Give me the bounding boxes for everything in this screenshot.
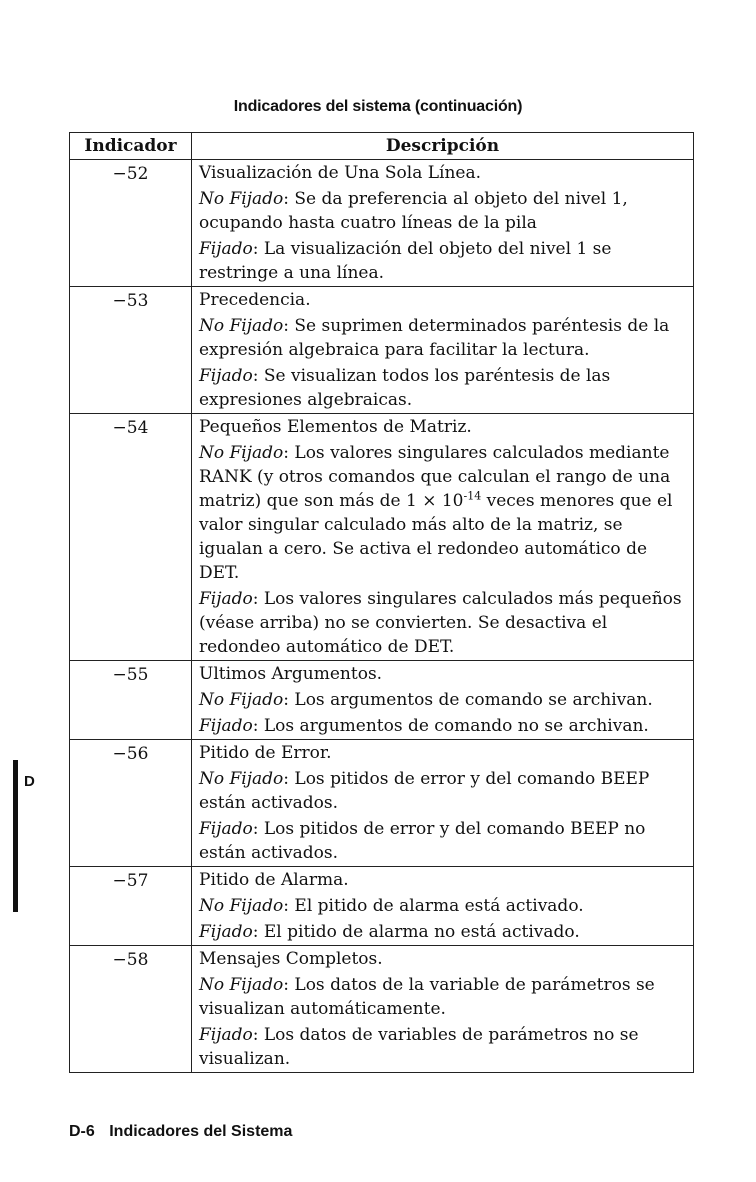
table-row xyxy=(70,946,694,1073)
table-row xyxy=(70,740,694,867)
column-header-indicador: Indicador xyxy=(70,133,192,160)
set-description xyxy=(199,817,687,865)
column-header-descripcion: Descripción xyxy=(192,133,694,160)
description-text: : Los pitidos de error y del comando BEEP no están activados. xyxy=(199,819,646,863)
table-row xyxy=(70,414,694,661)
label-fijado: Fijado xyxy=(199,366,253,386)
flag-description xyxy=(192,287,694,414)
flag-number: −58 xyxy=(70,946,192,1073)
flag-description xyxy=(192,414,694,661)
footer-page-number: D-6 xyxy=(69,1123,95,1140)
set-description xyxy=(199,1023,687,1071)
description-text-continued: veces menores que el valor singular calculado más alto de la matriz, se igualan a cero. Se activa el redondeo automático de DET. xyxy=(199,491,673,583)
set-description xyxy=(199,587,687,659)
flag-description xyxy=(192,740,694,867)
set-description xyxy=(199,364,687,412)
description-text: : La visualización del objeto del nivel 1 se restringe a una línea. xyxy=(199,239,612,283)
description-text: : Se visualizan todos los paréntesis de las expresiones algebraicas. xyxy=(199,366,611,410)
table-row xyxy=(70,287,694,414)
flag-number: −52 xyxy=(70,160,192,287)
page-footer xyxy=(69,1123,292,1141)
set-description xyxy=(199,714,687,738)
flag-title: Ultimos Argumentos. xyxy=(199,664,383,684)
table-row xyxy=(70,160,694,287)
not-set-description xyxy=(199,441,687,585)
flag-description xyxy=(192,946,694,1073)
flag-description xyxy=(192,160,694,287)
label-fijado: Fijado xyxy=(199,819,253,839)
label-no-fijado: No Fijado xyxy=(199,316,284,336)
table-header-row xyxy=(70,133,694,160)
flag-number: −55 xyxy=(70,661,192,740)
flags-table xyxy=(69,132,694,1073)
label-no-fijado: No Fijado xyxy=(199,443,284,463)
description-text: : Los valores singulares calculados mediante RANK (y otros comandos que calculan el rango de una matriz) que son más de 1 × 10 xyxy=(199,443,671,511)
label-no-fijado: No Fijado xyxy=(199,975,284,995)
description-text: : Se da preferencia al objeto del nivel 1, ocupando hasta cuatro líneas de la pila xyxy=(199,189,628,233)
flag-title: Precedencia. xyxy=(199,290,311,310)
section-tab-bar xyxy=(13,760,18,912)
not-set-description xyxy=(199,894,687,918)
not-set-description xyxy=(199,973,687,1021)
description-text: : Los argumentos de comando no se archivan. xyxy=(252,716,649,736)
description-text: : Los argumentos de comando se archivan. xyxy=(283,690,653,710)
not-set-description xyxy=(199,187,687,235)
description-text: : Los pitidos de error y del comando BEEP están activados. xyxy=(199,769,650,813)
flag-number: −54 xyxy=(70,414,192,661)
flag-description xyxy=(192,661,694,740)
footer-title: Indicadores del Sistema xyxy=(109,1123,293,1140)
page-title: Indicadores del sistema (continuación) xyxy=(233,98,523,115)
exponent: -14 xyxy=(463,489,482,503)
flag-number: −56 xyxy=(70,740,192,867)
table-row xyxy=(70,867,694,946)
flag-title: Pitido de Alarma. xyxy=(199,870,349,890)
label-fijado: Fijado xyxy=(199,922,253,942)
set-description xyxy=(199,920,687,944)
label-no-fijado: No Fijado xyxy=(199,896,284,916)
flag-number: −57 xyxy=(70,867,192,946)
flag-title: Pequeños Elementos de Matriz. xyxy=(199,417,472,437)
description-text: : Los valores singulares calculados más pequeños (véase arriba) no se convierten. Se desactiva el redondeo automático de DET. xyxy=(199,589,682,657)
not-set-description xyxy=(199,767,687,815)
flag-title: Visualización de Una Sola Línea. xyxy=(199,163,482,183)
flag-title: Mensajes Completos. xyxy=(199,949,383,969)
section-tab-letter: D xyxy=(24,773,35,790)
set-description xyxy=(199,237,687,285)
label-fijado: Fijado xyxy=(199,589,253,609)
flag-description xyxy=(192,867,694,946)
flag-number: −53 xyxy=(70,287,192,414)
label-fijado: Fijado xyxy=(199,1025,253,1045)
not-set-description xyxy=(199,314,687,362)
label-fijado: Fijado xyxy=(199,239,253,259)
description-text: : Se suprimen determinados paréntesis de la expresión algebraica para facilitar la lectura. xyxy=(199,316,670,360)
table-row xyxy=(70,661,694,740)
description-text: : El pitido de alarma está activado. xyxy=(283,896,584,916)
description-text: : El pitido de alarma no está activado. xyxy=(252,922,580,942)
label-fijado: Fijado xyxy=(199,716,253,736)
label-no-fijado: No Fijado xyxy=(199,690,284,710)
not-set-description xyxy=(199,688,687,712)
description-text: : Los datos de variables de parámetros no se visualizan. xyxy=(199,1025,639,1069)
flag-title: Pitido de Error. xyxy=(199,743,332,763)
description-text: : Los datos de la variable de parámetros se visualizan automáticamente. xyxy=(199,975,655,1019)
label-no-fijado: No Fijado xyxy=(199,769,284,789)
label-no-fijado: No Fijado xyxy=(199,189,284,209)
